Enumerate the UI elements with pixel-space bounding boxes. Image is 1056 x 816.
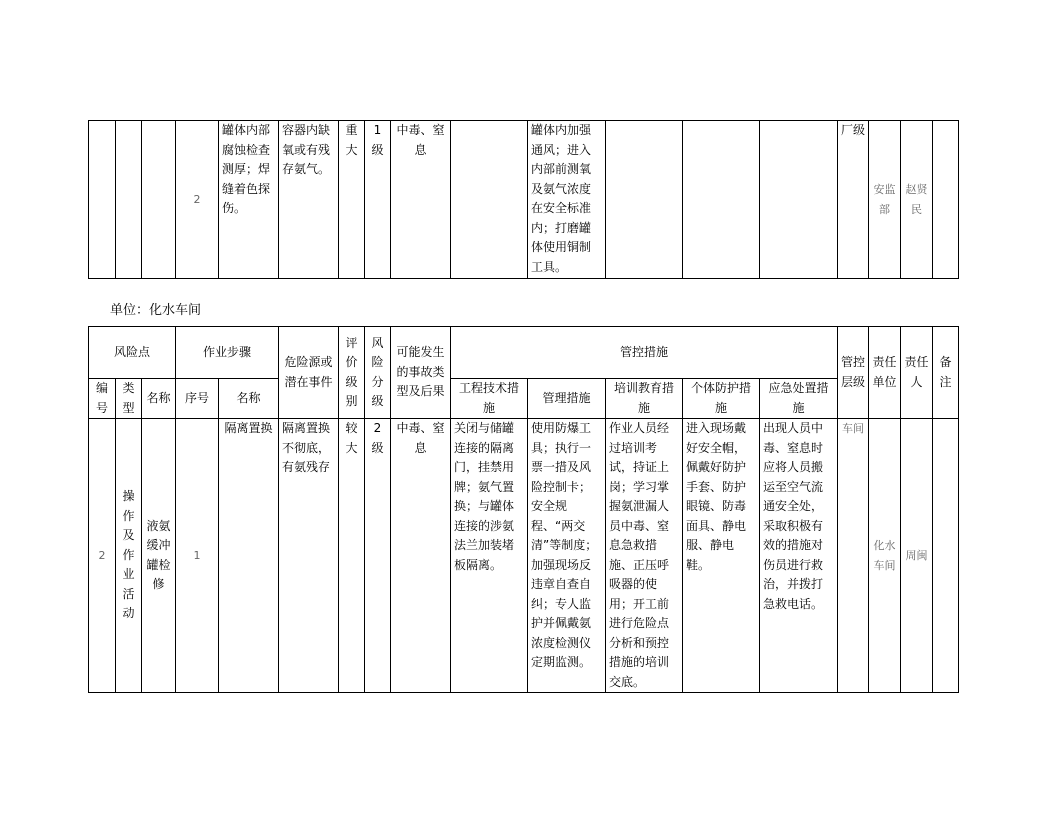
cell-name: [142, 121, 176, 279]
header-control-measures: 管控措施: [451, 327, 838, 379]
cell-person: 赵贤民: [901, 121, 933, 279]
unit-label: 单位：化水车间: [110, 303, 202, 318]
cell-control-level: 车间: [838, 419, 869, 693]
cell-note: [933, 419, 959, 693]
header-sub-seq: 序号: [176, 379, 219, 419]
cell-risk-level: 1级: [365, 121, 391, 279]
risk-table: [88, 326, 959, 693]
cell-accident: 中毒、窒息: [391, 419, 451, 693]
cell-dept: 化水车间: [869, 419, 901, 693]
header-person: 责任人: [901, 327, 933, 419]
cell-management: 罐体内加强通风；进入内部前测氧及氨气浓度在安全标准内；打磨罐体使用铜制工具。: [528, 121, 606, 279]
risk-table-continued: [88, 120, 959, 279]
cell-person: 周闽: [901, 419, 933, 693]
cell-hazard: 容器内缺氧或有残存氨气。: [279, 121, 339, 279]
cell-training: 作业人员经过培训考试，持证上岗；学习掌握氨泄漏人员中毒、窒息急救措施、正压呼吸器的使用；开工前进行危险点分析和预控措施的培训交底。: [606, 419, 683, 693]
cell-type: 操作及作业活动: [116, 419, 142, 693]
cell-engineering: [451, 121, 528, 279]
cell-step-name: 罐体内部腐蚀检查测厚；焊缝着色探伤。: [219, 121, 279, 279]
header-engineering: 工程技术措施: [451, 379, 528, 419]
header-training: 培训教育措施: [606, 379, 683, 419]
cell-emergency: [760, 121, 838, 279]
header-sub-no: 编号: [89, 379, 116, 419]
cell-name: 液氨缓冲罐检修: [142, 419, 176, 693]
header-ppe: 个体防护措施: [683, 379, 760, 419]
cell-eval-level: 重大: [339, 121, 365, 279]
cell-seq: 2: [176, 121, 219, 279]
cell-dept: 安监部: [869, 121, 901, 279]
header-control-level: 管控层级: [838, 327, 869, 419]
cell-engineering: 关闭与储罐连接的隔离门，挂禁用牌；氨气置换；与罐体连接的涉氨法兰加装堵板隔离。: [451, 419, 528, 693]
header-sub-step-name: 名称: [219, 379, 279, 419]
header-note: 备注: [933, 327, 959, 419]
header-sub-type: 类型: [116, 379, 142, 419]
header-emergency: 应急处置措施: [760, 379, 838, 419]
cell-control-level: 厂级: [838, 121, 869, 279]
cell-type: [116, 121, 142, 279]
cell-emergency: 出现人员中毒、窒息时应将人员搬运至空气流通安全处，采取积极有效的措施对伤员进行救治，并拨打急救电话。: [760, 419, 838, 693]
cell-note: [933, 121, 959, 279]
cell-seq: 1: [176, 419, 219, 693]
cell-hazard: 隔离置换不彻底，有氨残存: [279, 419, 339, 693]
cell-step-name: 隔离置换: [219, 419, 279, 693]
cell-accident: 中毒、窒息: [391, 121, 451, 279]
cell-management: 使用防爆工具；执行一票一措及风险控制卡；安全规程、“两交清”等制度；加强现场反违章自查自纠；专人监护并佩戴氨浓度检测仪定期监测。: [528, 419, 606, 693]
cell-ppe: 进入现场戴好安全帽，佩戴好防护手套、防护眼镜、防毒面具、静电服、静电鞋。: [683, 419, 760, 693]
header-hazard: 危险源或潜在事件: [279, 327, 339, 419]
header-sub-name: 名称: [142, 379, 176, 419]
header-management: 管理措施: [528, 379, 606, 419]
cell-training: [606, 121, 683, 279]
header-work-steps: 作业步骤: [176, 327, 279, 379]
header-dept: 责任单位: [869, 327, 901, 419]
header-risk-level: 风险分级: [365, 327, 391, 419]
cell-eval-level: 较大: [339, 419, 365, 693]
cell-no: [89, 121, 116, 279]
cell-no: 2: [89, 419, 116, 693]
header-accident: 可能发生的事故类型及后果: [391, 327, 451, 419]
cell-risk-level: 2级: [365, 419, 391, 693]
cell-ppe: [683, 121, 760, 279]
header-risk-point: 风险点: [89, 327, 176, 379]
header-eval-level: 评价级别: [339, 327, 365, 419]
